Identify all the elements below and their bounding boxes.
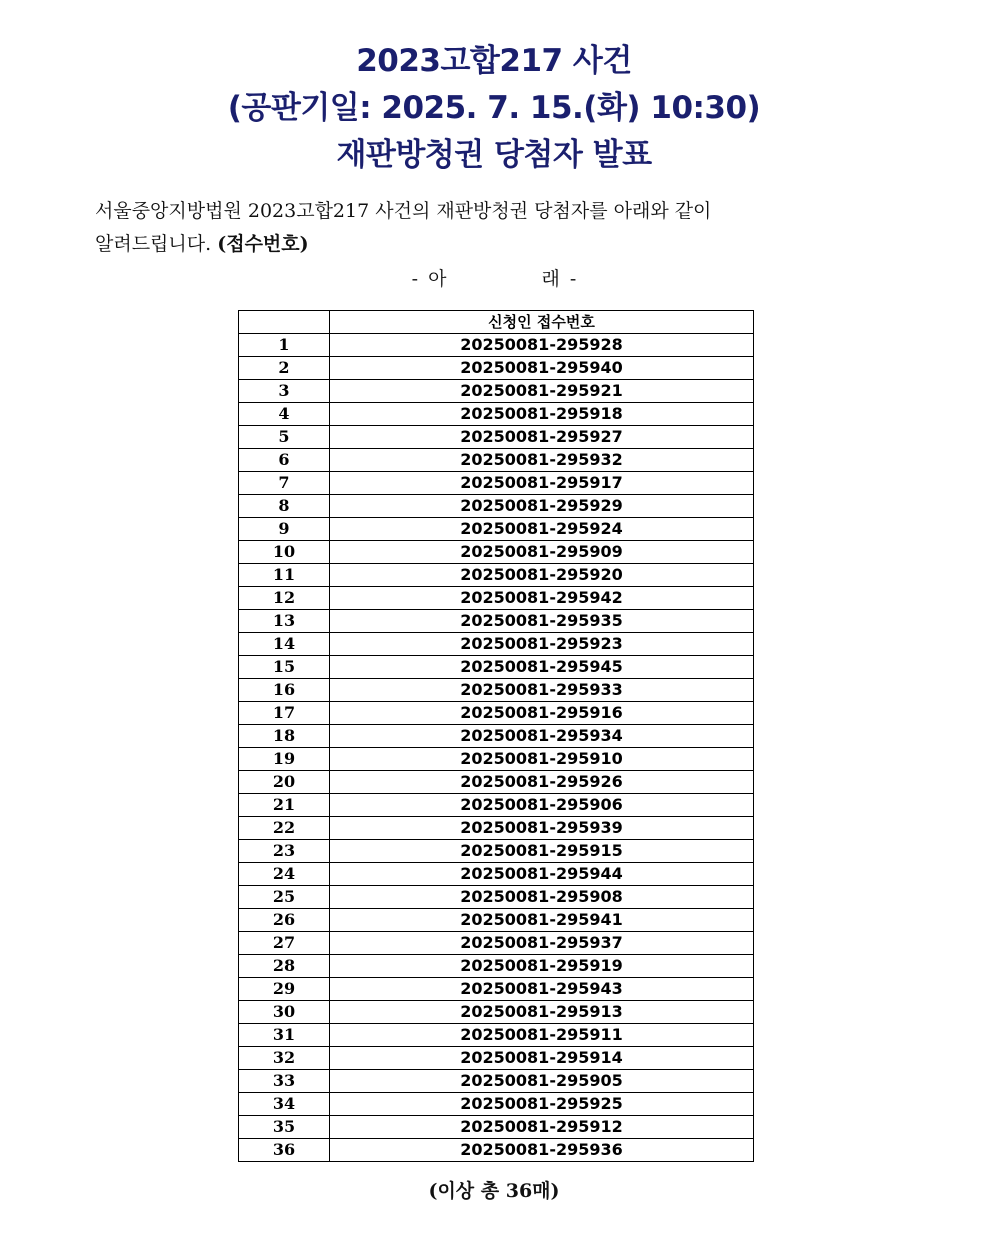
receipt-number: 20250081-295919 (330, 955, 754, 978)
table-row (239, 1001, 754, 1024)
table-row (239, 449, 754, 472)
intro-line-2 (95, 228, 835, 261)
receipt-number: 20250081-295927 (330, 426, 754, 449)
row-number: 31 (239, 1024, 330, 1047)
row-number: 2 (239, 357, 330, 380)
table-row (239, 495, 754, 518)
row-number: 34 (239, 1093, 330, 1116)
row-number: 25 (239, 886, 330, 909)
receipt-number: 20250081-295935 (330, 610, 754, 633)
row-number: 13 (239, 610, 330, 633)
table-row (239, 587, 754, 610)
receipt-number: 20250081-295924 (330, 518, 754, 541)
row-number: 36 (239, 1139, 330, 1162)
intro-line-1: 서울중앙지방법원 2023고합217 사건의 재판방청권 당첨자를 아래와 같이 (95, 200, 712, 222)
receipt-number: 20250081-295937 (330, 932, 754, 955)
receipt-number: 20250081-295923 (330, 633, 754, 656)
row-number: 19 (239, 748, 330, 771)
receipt-number: 20250081-295905 (330, 1070, 754, 1093)
winners-table (238, 310, 754, 1162)
receipt-number: 20250081-295918 (330, 403, 754, 426)
table-row (239, 564, 754, 587)
receipt-number: 20250081-295908 (330, 886, 754, 909)
table-row (239, 909, 754, 932)
receipt-number: 20250081-295944 (330, 863, 754, 886)
row-number: 7 (239, 472, 330, 495)
receipt-number: 20250081-295921 (330, 380, 754, 403)
receipt-number: 20250081-295939 (330, 817, 754, 840)
table-row (239, 541, 754, 564)
row-number: 30 (239, 1001, 330, 1024)
table-row (239, 357, 754, 380)
total-count: (이상 총 36매) (428, 1180, 560, 1202)
table-row (239, 978, 754, 1001)
receipt-number: 20250081-295906 (330, 794, 754, 817)
document-title (0, 38, 988, 179)
row-number: 9 (239, 518, 330, 541)
table-row (239, 840, 754, 863)
receipt-number: 20250081-295941 (330, 909, 754, 932)
receipt-number: 20250081-295943 (330, 978, 754, 1001)
table-row (239, 679, 754, 702)
table-row (239, 380, 754, 403)
receipt-number: 20250081-295932 (330, 449, 754, 472)
row-number: 29 (239, 978, 330, 1001)
table-row (239, 794, 754, 817)
row-number: 21 (239, 794, 330, 817)
table-body (239, 334, 754, 1162)
table-row (239, 702, 754, 725)
row-number: 33 (239, 1070, 330, 1093)
row-number: 15 (239, 656, 330, 679)
receipt-number: 20250081-295911 (330, 1024, 754, 1047)
row-number: 26 (239, 909, 330, 932)
receipt-number: 20250081-295925 (330, 1093, 754, 1116)
receipt-number: 20250081-295912 (330, 1116, 754, 1139)
table-row (239, 1093, 754, 1116)
receipt-number: 20250081-295913 (330, 1001, 754, 1024)
row-number: 10 (239, 541, 330, 564)
row-number: 16 (239, 679, 330, 702)
receipt-number: 20250081-295917 (330, 472, 754, 495)
table-row (239, 886, 754, 909)
row-number: 17 (239, 702, 330, 725)
table-row (239, 656, 754, 679)
table-row (239, 817, 754, 840)
table-row (239, 932, 754, 955)
header-number (239, 311, 330, 334)
receipt-number: 20250081-295933 (330, 679, 754, 702)
table-row (239, 334, 754, 357)
row-number: 6 (239, 449, 330, 472)
receipt-number: 20250081-295920 (330, 564, 754, 587)
hearing-date-title: (공판기일: 2025. 7. 15.(화) 10:30) (227, 90, 761, 126)
row-number: 5 (239, 426, 330, 449)
row-number: 28 (239, 955, 330, 978)
intro-paragraph (95, 195, 835, 261)
intro-line-2-text: 알려드립니다. (95, 233, 218, 255)
below-label (0, 264, 988, 291)
table-row (239, 518, 754, 541)
table-row (239, 403, 754, 426)
below-label-right: 래 - (541, 268, 577, 290)
row-number: 4 (239, 403, 330, 426)
receipt-number: 20250081-295910 (330, 748, 754, 771)
row-number: 27 (239, 932, 330, 955)
row-number: 22 (239, 817, 330, 840)
receipt-number: 20250081-295945 (330, 656, 754, 679)
row-number: 35 (239, 1116, 330, 1139)
table-header-row (239, 311, 754, 334)
row-number: 20 (239, 771, 330, 794)
row-number: 12 (239, 587, 330, 610)
row-number: 32 (239, 1047, 330, 1070)
row-number: 11 (239, 564, 330, 587)
table-row (239, 1070, 754, 1093)
row-number: 23 (239, 840, 330, 863)
row-number: 18 (239, 725, 330, 748)
receipt-number: 20250081-295934 (330, 725, 754, 748)
table-row (239, 771, 754, 794)
announcement-title: 재판방청권 당첨자 발표 (336, 137, 652, 173)
receipt-number: 20250081-295929 (330, 495, 754, 518)
receipt-number: 20250081-295909 (330, 541, 754, 564)
intro-line-2-bold: (접수번호) (217, 233, 309, 255)
case-title: 2023고합217 사건 (356, 43, 632, 79)
receipt-number: 20250081-295936 (330, 1139, 754, 1162)
table-row (239, 426, 754, 449)
table-row (239, 472, 754, 495)
receipt-number: 20250081-295942 (330, 587, 754, 610)
table-row (239, 748, 754, 771)
below-label-left: - 아 (411, 268, 447, 290)
table-row (239, 1139, 754, 1162)
row-number: 3 (239, 380, 330, 403)
table-row (239, 955, 754, 978)
receipt-number: 20250081-295940 (330, 357, 754, 380)
receipt-number: 20250081-295916 (330, 702, 754, 725)
row-number: 8 (239, 495, 330, 518)
row-number: 14 (239, 633, 330, 656)
row-number: 24 (239, 863, 330, 886)
table-row (239, 1047, 754, 1070)
table-row (239, 725, 754, 748)
receipt-number: 20250081-295926 (330, 771, 754, 794)
receipt-number: 20250081-295914 (330, 1047, 754, 1070)
row-number: 1 (239, 334, 330, 357)
table-row (239, 610, 754, 633)
table-row (239, 863, 754, 886)
table-row (239, 1116, 754, 1139)
receipt-number: 20250081-295915 (330, 840, 754, 863)
receipt-number: 20250081-295928 (330, 334, 754, 357)
table-row (239, 1024, 754, 1047)
table-row (239, 633, 754, 656)
header-receipt-number: 신청인 접수번호 (330, 311, 754, 334)
